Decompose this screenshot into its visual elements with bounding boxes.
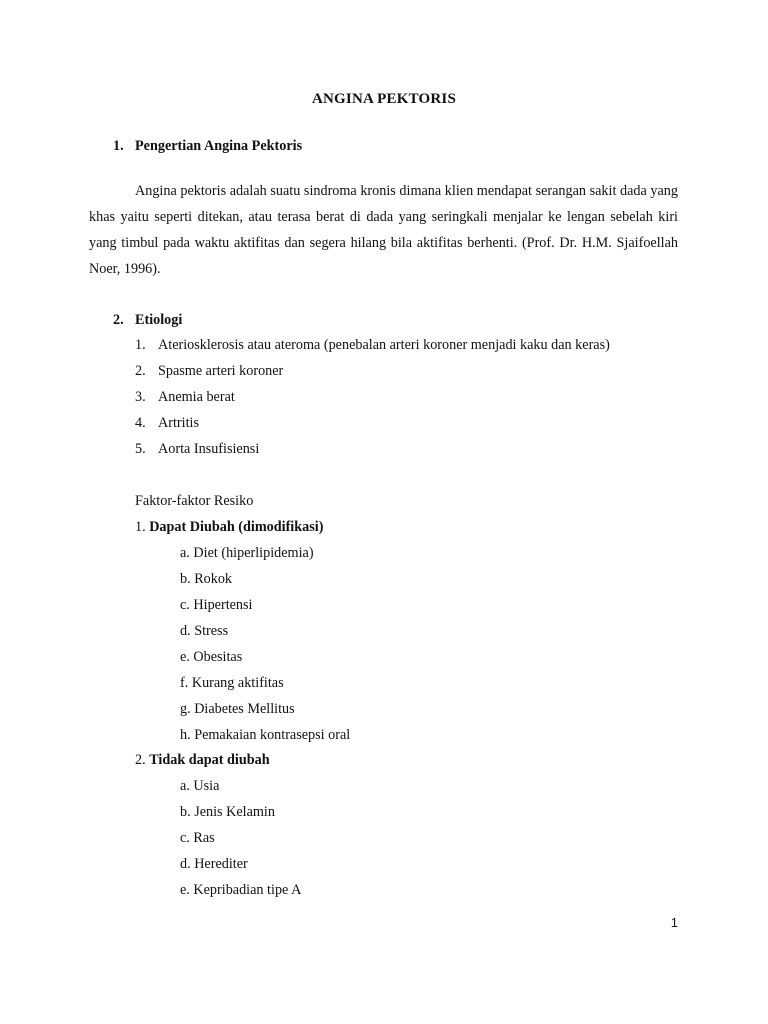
etiology-item-text: Spasme arteri koroner bbox=[158, 363, 284, 379]
section-1-paragraph-block bbox=[89, 178, 678, 282]
risk-group-1-number: 1. bbox=[135, 519, 146, 535]
risk-item: f. Kurang aktifitas bbox=[180, 675, 284, 691]
risk-item: b. Jenis Kelamin bbox=[180, 804, 275, 820]
etiology-item-text: Anemia berat bbox=[158, 389, 235, 405]
etiology-item-text: Aorta Insufisiensi bbox=[158, 441, 260, 457]
risk-item: a. Usia bbox=[180, 778, 220, 794]
risk-group-1-title: Dapat Diubah (dimodifikasi) bbox=[149, 519, 324, 535]
etiology-item-number: 5. bbox=[135, 441, 146, 457]
risk-item: g. Diabetes Mellitus bbox=[180, 701, 295, 717]
section-1-title: Pengertian Angina Pektoris bbox=[135, 138, 303, 154]
section-1-paragraph: Angina pektoris adalah suatu sindroma kronis dimana klien mendapat serangan sakit dada yang khas yaitu seperti ditekan, atau terasa berat di dada yang seringkali menjalar ke lengan sebelah kiri yang timbul pada waktu aktifitas dan segera hilang bila aktifitas berhenti. (Prof. Dr. H.M. Sjaifoellah Noer, 1996). bbox=[89, 183, 678, 277]
risk-item: e. Kepribadian tipe A bbox=[180, 882, 302, 898]
document-title: ANGINA PEKTORIS bbox=[311, 91, 456, 107]
etiology-item-number: 2. bbox=[135, 363, 146, 379]
etiology-item bbox=[135, 363, 283, 380]
risk-group-2-number: 2. bbox=[135, 752, 146, 768]
risk-group-2-heading bbox=[135, 752, 270, 769]
section-2-number: 2. bbox=[113, 312, 124, 328]
risk-item: h. Pemakaian kontrasepsi oral bbox=[180, 727, 351, 743]
risk-item: e. Obesitas bbox=[180, 649, 243, 665]
etiology-item-number: 4. bbox=[135, 415, 146, 431]
risk-factors-label: Faktor-faktor Resiko bbox=[135, 493, 254, 509]
risk-item: d. Stress bbox=[180, 623, 229, 639]
etiology-item-number: 1. bbox=[135, 337, 146, 353]
section-2-title: Etiologi bbox=[135, 312, 183, 328]
etiology-item-number: 3. bbox=[135, 389, 146, 405]
risk-item: d. Herediter bbox=[180, 856, 248, 872]
section-1-heading bbox=[113, 138, 302, 155]
etiology-item bbox=[135, 415, 199, 432]
section-1-number: 1. bbox=[113, 138, 124, 154]
risk-item: b. Rokok bbox=[180, 571, 233, 587]
risk-item: a. Diet (hiperlipidemia) bbox=[180, 545, 314, 561]
section-2-heading bbox=[113, 312, 182, 329]
etiology-item bbox=[135, 337, 610, 354]
page-number: 1 bbox=[670, 915, 678, 930]
etiology-item-text: Artritis bbox=[158, 415, 199, 431]
risk-item: c. Ras bbox=[180, 830, 215, 846]
etiology-item bbox=[135, 389, 235, 406]
etiology-item bbox=[135, 441, 259, 458]
risk-item: c. Hipertensi bbox=[180, 597, 253, 613]
risk-group-1-heading bbox=[135, 519, 323, 536]
risk-group-2-title: Tidak dapat diubah bbox=[149, 752, 270, 768]
etiology-item-text: Ateriosklerosis atau ateroma (penebalan arteri koroner menjadi kaku dan keras) bbox=[158, 337, 610, 353]
